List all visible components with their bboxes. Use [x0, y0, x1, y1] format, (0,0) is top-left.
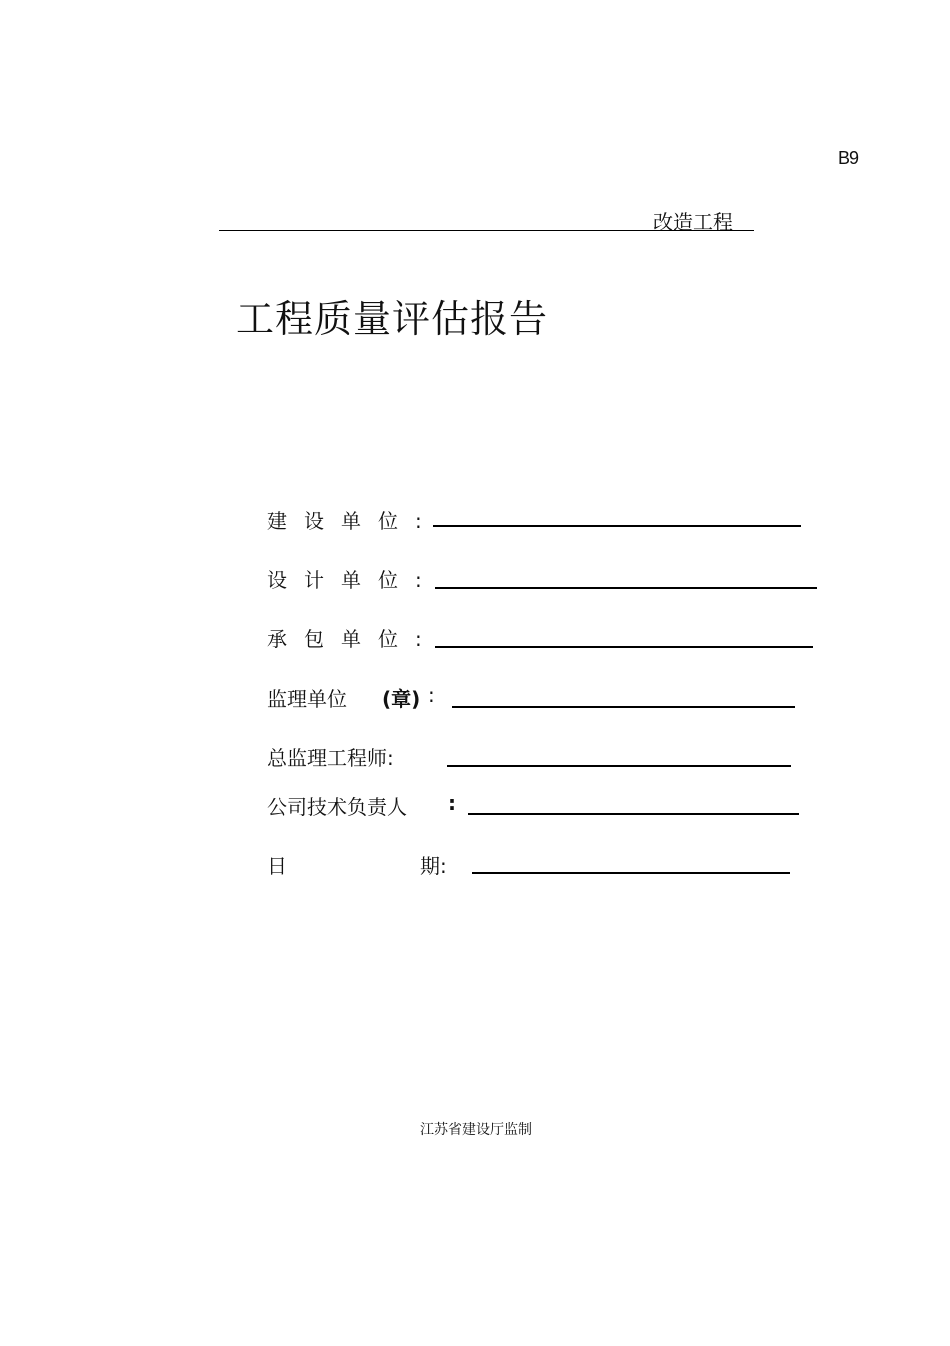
chief-engineer-label: 总监理工程师: [267, 746, 394, 770]
form-code: B9 [838, 148, 859, 168]
project-name-underline [219, 230, 754, 231]
company-tech-lead-field[interactable] [468, 813, 799, 815]
date-label-second: 期: [420, 854, 447, 878]
chief-engineer-field[interactable] [447, 765, 791, 767]
supervision-unit-label: 监理单位 [267, 687, 347, 711]
contractor-unit-field[interactable] [435, 646, 813, 648]
document-title: 工程质量评估报告 [236, 297, 549, 341]
company-tech-lead-label: 公司技术负责人 [267, 795, 407, 819]
supervision-unit-field[interactable] [452, 706, 795, 708]
design-unit-field[interactable] [435, 587, 817, 589]
supervision-unit-colon: : [428, 683, 435, 707]
project-name: 改造工程 [653, 210, 733, 234]
contractor-unit-label: 承包单位: [267, 627, 439, 651]
supervision-unit-seal: (章) [382, 687, 421, 711]
company-tech-lead-colon: : [448, 791, 456, 815]
footer-issuer: 江苏省建设厅监制 [420, 1122, 532, 1138]
date-label-first: 日 [267, 854, 287, 878]
construction-unit-label: 建设单位: [267, 509, 439, 533]
construction-unit-field[interactable] [433, 525, 801, 527]
design-unit-label: 设计单位: [267, 568, 439, 592]
date-field[interactable] [472, 872, 790, 874]
